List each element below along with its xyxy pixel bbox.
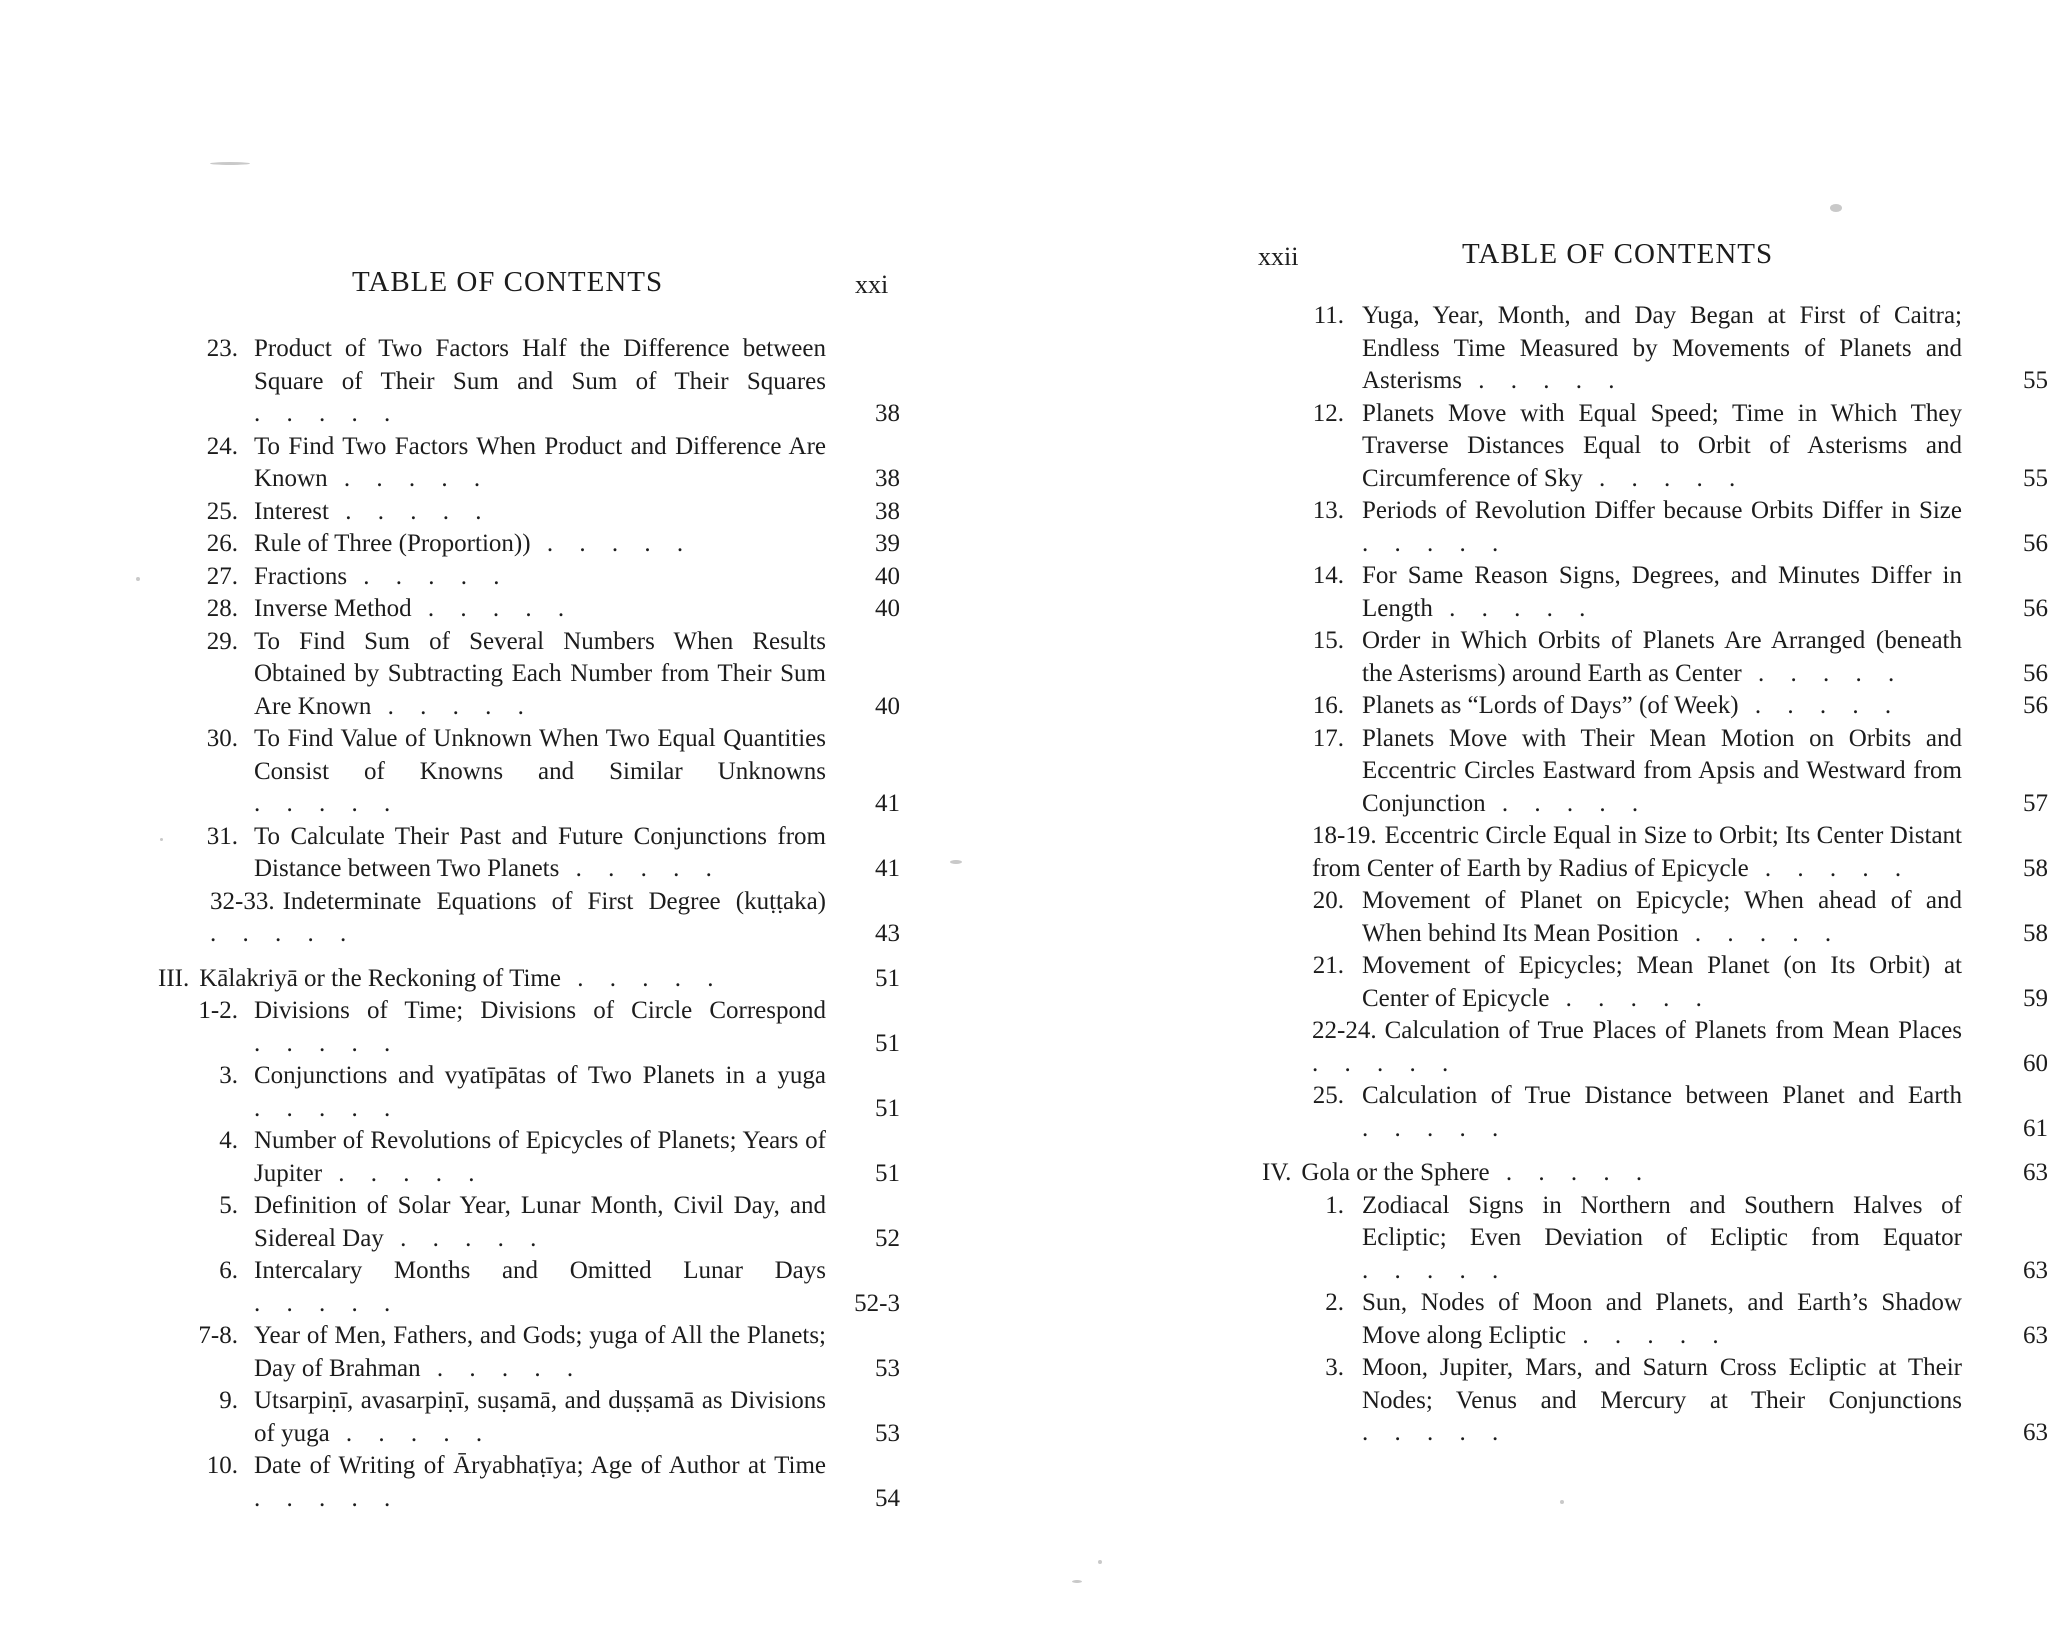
entry-page-number: 39	[875, 530, 900, 557]
entry-title	[254, 1320, 826, 1385]
entry-number: III.	[158, 964, 190, 992]
dot-leader: . . . . .	[254, 1484, 401, 1512]
entry-number: 26.	[206, 530, 238, 557]
entry-number: IV.	[1262, 1159, 1292, 1186]
entry-page-number: 38	[875, 497, 900, 525]
entry-title-text: Sun, Nodes of Moon and Planets, and Earth’s Shadow Move along Ecliptic	[1362, 1289, 1962, 1349]
entry-title	[1262, 1157, 1962, 1190]
entry-title	[1362, 398, 1962, 496]
entry-number: 24.	[206, 432, 238, 460]
entry-page-number: 54	[875, 1484, 900, 1512]
entry-page-number: 56	[2023, 594, 2048, 622]
running-title-text: TABLE OF CONTENTS	[1462, 238, 1774, 270]
entry-title-text: Yuga, Year, Month, and Day Began at First of Caitra; Endless Time Measured by Movements of Planets and Asterisms	[1362, 302, 1962, 394]
entry-page-number: 52-3	[854, 1289, 900, 1317]
entry-page-number: 41	[875, 855, 900, 882]
entry-title-text: Utsarpiṇī, avasarpiṇī, suṣamā, and duṣṣamā as Divisions of yuga	[254, 1387, 826, 1447]
entry-number: 3.	[1325, 1354, 1344, 1381]
entry-title-text: Inverse Method	[254, 595, 412, 622]
toc-entry	[210, 1125, 900, 1190]
entry-title-text: Rule of Three (Proportion))	[254, 530, 531, 557]
dot-leader: . . . . .	[1678, 919, 1842, 947]
entry-title-text: To Find Value of Unknown When Two Equal Quantities Consist of Knowns and Similar Unknowns	[254, 725, 826, 785]
toc-list	[1262, 300, 2048, 1450]
dot-leader: . . . . .	[1312, 1049, 1459, 1077]
toc-entry	[206, 528, 900, 561]
dot-leader: . . . . .	[322, 1159, 485, 1187]
toc-chapter-entry	[1262, 1157, 2048, 1190]
entry-page-number: 40	[875, 692, 900, 720]
entry-title	[1362, 950, 1962, 1015]
entry-title-text: Calculation of True Distance between Planet and Earth	[1362, 1082, 1962, 1109]
dot-leader: . . . . .	[254, 1029, 401, 1057]
entry-number: 3.	[219, 1062, 238, 1089]
running-title	[1462, 238, 1773, 271]
entry-title-text: Intercalary Months and Omitted Lunar Days	[254, 1257, 826, 1284]
entry-page-number: 63	[2023, 1419, 2048, 1446]
entry-title-text: Conjunctions and vyatīpātas of Two Planets in a yuga	[254, 1062, 826, 1089]
entry-page-number: 51	[875, 1029, 900, 1057]
dot-leader: . . . . .	[383, 1224, 547, 1252]
entry-title	[254, 496, 826, 529]
entry-page-number: 43	[875, 920, 900, 947]
dot-leader: . . . . .	[1582, 464, 1746, 492]
dot-leader: . . . . .	[559, 855, 722, 882]
entry-page-number: 63	[2023, 1321, 2048, 1349]
entry-number: 23.	[206, 335, 238, 362]
entry-title	[1362, 690, 1962, 723]
toc-entry	[1312, 820, 2048, 885]
dot-leader: . . . . .	[1566, 1321, 1729, 1349]
entry-number: 17.	[1312, 724, 1344, 752]
entry-title-text: Date of Writing of Āryabhaṭīya; Age of Author at Time	[254, 1452, 826, 1479]
toc-entry	[206, 1450, 900, 1515]
toc-entry	[210, 1385, 900, 1450]
entry-title-text: Zodiacal Signs in Northern and Southern Halves of Ecliptic; Even Deviation of Ecliptic from Equator	[1362, 1191, 1962, 1251]
entry-number: 1-2.	[198, 997, 238, 1024]
entry-page-number: 55	[2023, 464, 2048, 492]
entry-page-number: 38	[875, 400, 900, 427]
entry-page-number: 58	[2023, 919, 2048, 947]
right-page	[1240, 0, 2048, 1648]
entry-page-number: 55	[2023, 367, 2048, 394]
dot-leader: . . . . .	[254, 1289, 401, 1317]
toc-entry	[1312, 1015, 2048, 1080]
entry-title-text: Number of Revolutions of Epicycles of Planets; Years of Jupiter	[254, 1127, 826, 1187]
entry-number: 10.	[206, 1452, 238, 1479]
dot-leader: . . . . .	[1362, 1114, 1509, 1142]
entry-title	[1362, 1352, 1962, 1450]
entry-number: 18-19.	[1312, 822, 1377, 849]
toc-entry	[210, 1255, 900, 1320]
scan-speck	[1560, 1500, 1564, 1504]
entry-page-number: 53	[875, 1419, 900, 1447]
entry-title	[254, 821, 826, 886]
entry-number: 11.	[1313, 302, 1344, 329]
page-number: xxii	[1258, 242, 1299, 271]
page-number: xxi	[855, 270, 889, 299]
entry-number: 27.	[206, 562, 238, 590]
entry-page-number: 51	[875, 1159, 900, 1187]
toc-entry	[1312, 398, 2048, 496]
dot-leader: . . . . .	[1462, 367, 1625, 394]
scan-speck	[1830, 204, 1842, 212]
dot-leader: . . . . .	[1432, 594, 1596, 622]
toc-entry	[210, 886, 900, 951]
entry-number: 12.	[1312, 399, 1344, 427]
entry-title	[1362, 625, 1962, 690]
running-title-text: TABLE OF CONTENTS	[352, 266, 664, 298]
entry-title-text: Movement of Epicycles; Mean Planet (on Its Orbit) at Center of Epicycle	[1362, 952, 1962, 1012]
entry-title	[254, 626, 826, 724]
entry-number: 15.	[1312, 627, 1344, 654]
entry-number: 22-24.	[1312, 1017, 1377, 1044]
entry-title	[254, 333, 826, 431]
entry-number: 4.	[219, 1127, 238, 1154]
entry-title-text: Planets as “Lords of Days” (of Week)	[1362, 692, 1739, 719]
entry-title	[254, 1450, 826, 1515]
entry-title	[254, 1060, 826, 1125]
entry-number: 20.	[1312, 887, 1344, 914]
dot-leader: . . . . .	[1489, 1159, 1653, 1186]
entry-page-number: 56	[2023, 529, 2048, 557]
toc-entry	[198, 995, 900, 1060]
entry-title-text: Planets Move with Their Mean Motion on Orbits and Eccentric Circles Eastward from Apsis and Westward from Conjunction	[1362, 724, 1962, 817]
dot-leader: . . . . .	[560, 964, 724, 992]
entry-title	[1362, 1080, 1962, 1145]
dot-leader: . . . . .	[1738, 692, 1902, 719]
entry-number: 25.	[206, 497, 238, 525]
dot-leader: . . . . .	[328, 497, 492, 525]
entry-title	[254, 1385, 826, 1450]
entry-page-number: 40	[875, 562, 900, 590]
entry-title	[1312, 820, 1962, 885]
entry-page-number: 56	[2023, 692, 2048, 719]
entry-title-text: To Find Sum of Several Numbers When Results Obtained by Subtracting Each Number from Their Sum Are Known	[254, 627, 826, 720]
entry-title	[254, 723, 826, 821]
entry-page-number: 63	[2023, 1159, 2048, 1186]
entry-title-text: Periods of Revolution Differ because Orbits Differ in Size	[1362, 497, 1962, 524]
entry-title	[254, 995, 826, 1060]
toc-chapter-entry	[158, 963, 900, 996]
entry-title-text: Divisions of Time; Divisions of Circle Correspond	[254, 997, 826, 1024]
entry-page-number: 59	[2023, 984, 2048, 1012]
entry-page-number: 38	[875, 465, 900, 492]
scan-speck	[136, 577, 140, 581]
entry-page-number: 63	[2023, 1256, 2048, 1284]
entry-page-number: 53	[875, 1354, 900, 1382]
entry-title-text: Order in Which Orbits of Planets Are Arranged (beneath the Asterisms) around Earth as Center	[1362, 627, 1962, 687]
entry-title	[1362, 1190, 1962, 1288]
dot-leader: . . . . .	[1741, 659, 1905, 687]
dot-leader: . . . . .	[254, 400, 401, 427]
entry-title-text: Eccentric Circle Equal in Size to Orbit; Its Center Distant from Center of Earth by Radius of Epicycle	[1312, 822, 1962, 882]
entry-title	[254, 1255, 826, 1320]
dot-leader: . . . . .	[530, 530, 694, 557]
left-page	[0, 0, 1020, 1648]
entry-page-number: 41	[875, 790, 900, 817]
entry-number: 21.	[1312, 952, 1344, 979]
entry-page-number: 61	[2023, 1114, 2048, 1142]
entry-title	[1362, 560, 1962, 625]
dot-leader: . . . . .	[1485, 789, 1649, 817]
dot-leader: . . . . .	[1549, 984, 1712, 1012]
entry-title-text: For Same Reason Signs, Degrees, and Minutes Differ in Length	[1362, 562, 1962, 622]
scan-speck	[210, 162, 250, 165]
entry-number: 7-8.	[198, 1322, 238, 1349]
entry-title	[254, 593, 826, 626]
toc-entry	[206, 593, 900, 626]
entry-title	[1362, 495, 1962, 560]
entry-title-text: Fractions	[254, 562, 348, 590]
entry-title-text: Moon, Jupiter, Mars, and Saturn Cross Ecliptic at Their Nodes; Venus and Mercury at Their Conjunctions	[1362, 1354, 1962, 1414]
toc-entry	[1312, 625, 2048, 690]
entry-title	[1362, 1287, 1962, 1352]
entry-title	[254, 431, 826, 496]
toc-entry	[1312, 300, 2048, 398]
toc-entry	[206, 626, 900, 724]
entry-number: 6.	[219, 1257, 238, 1284]
entry-title	[254, 1190, 826, 1255]
entry-title	[254, 1125, 826, 1190]
entry-title-text: Calculation of True Places of Planets from Mean Places	[1384, 1017, 1962, 1044]
dot-leader: . . . . .	[327, 465, 491, 492]
toc-entry	[1312, 1190, 2048, 1288]
entry-title	[1362, 885, 1962, 950]
toc-entry	[1312, 495, 2048, 560]
entry-title-text: Planets Move with Equal Speed; Time in Which They Traverse Distances Equal to Orbit of Asterisms and Circumference of Sky	[1362, 399, 1962, 492]
entry-number: 13.	[1312, 497, 1344, 524]
toc-entry	[206, 723, 900, 821]
entry-page-number: 57	[2023, 789, 2048, 817]
entry-number: 28.	[206, 595, 238, 622]
dot-leader: . . . . .	[420, 1354, 584, 1382]
dot-leader: . . . . .	[1362, 1419, 1509, 1446]
entry-title-text: To Calculate Their Past and Future Conjunctions from Distance between Two Planets	[254, 822, 826, 882]
toc-entry	[210, 1060, 900, 1125]
toc-entry	[1312, 690, 2048, 723]
entry-number: 2.	[1325, 1289, 1344, 1316]
entry-page-number: 60	[2023, 1049, 2048, 1077]
toc-entry	[206, 496, 900, 529]
toc-entry	[1312, 885, 2048, 950]
toc-list	[158, 333, 900, 1515]
entry-title-text: To Find Two Factors When Product and Difference Are Known	[254, 432, 826, 492]
entry-title	[254, 528, 826, 561]
scan-speck	[1098, 1560, 1102, 1564]
entry-number: 32-33.	[210, 887, 275, 915]
entry-number: 9.	[219, 1387, 238, 1414]
entry-title-text: Definition of Solar Year, Lunar Month, Civil Day, and Sidereal Day	[254, 1192, 826, 1252]
entry-title-text: Gola or the Sphere	[1301, 1159, 1490, 1186]
toc-entry	[206, 561, 900, 594]
dot-leader: . . . . .	[1748, 854, 1912, 882]
dot-leader: . . . . .	[371, 692, 534, 720]
scan-speck	[1072, 1580, 1082, 1583]
toc-entry	[1312, 723, 2048, 821]
dot-leader: . . . . .	[329, 1419, 493, 1447]
entry-title-text: Kālakriyā or the Reckoning of Time	[199, 964, 561, 992]
toc-entry	[1312, 1352, 2048, 1450]
entry-title	[1362, 300, 1962, 398]
toc-entry	[1312, 560, 2048, 625]
toc-entry	[210, 1190, 900, 1255]
dot-leader: . . . . .	[254, 1094, 401, 1122]
entry-page-number: 56	[2023, 659, 2048, 687]
dot-leader: . . . . .	[347, 562, 510, 590]
entry-title	[210, 886, 826, 951]
toc-entry	[206, 431, 900, 496]
entry-title-text: Product of Two Factors Half the Difference between Square of Their Sum and Sum of Their Squares	[254, 335, 826, 395]
entry-title	[1312, 1015, 1962, 1080]
entry-title	[158, 963, 826, 996]
entry-page-number: 51	[875, 964, 900, 992]
entry-title-text: Year of Men, Fathers, and Gods; yuga of All the Planets; Day of Brahman	[254, 1322, 826, 1382]
dot-leader: . . . . .	[1362, 1256, 1509, 1284]
toc-entry	[1312, 1287, 2048, 1352]
toc-entry	[198, 1320, 900, 1385]
entry-page-number: 40	[875, 595, 900, 622]
running-title	[352, 266, 663, 299]
entry-page-number: 58	[2023, 854, 2048, 882]
entry-title-text: Interest	[254, 497, 329, 525]
scan-speck	[950, 860, 962, 864]
toc-entry	[206, 333, 900, 431]
entry-page-number: 51	[875, 1094, 900, 1122]
dot-leader: . . . . .	[411, 595, 575, 622]
entry-number: 14.	[1312, 562, 1344, 589]
scan-speck	[160, 838, 163, 841]
entry-number: 30.	[206, 725, 238, 752]
toc-entry	[1312, 950, 2048, 1015]
entry-number: 29.	[206, 627, 238, 655]
entry-number: 31.	[206, 822, 238, 850]
entry-title	[254, 561, 826, 594]
entry-number: 16.	[1312, 692, 1344, 719]
entry-number: 25.	[1312, 1082, 1344, 1109]
dot-leader: . . . . .	[254, 790, 401, 817]
entry-title	[1362, 723, 1962, 821]
toc-entry	[1312, 1080, 2048, 1145]
entry-number: 1.	[1325, 1191, 1344, 1219]
entry-number: 5.	[219, 1192, 238, 1219]
entry-page-number: 52	[875, 1224, 900, 1252]
dot-leader: . . . . .	[210, 920, 357, 947]
dot-leader: . . . . .	[1362, 529, 1509, 557]
entry-title-text: Indeterminate Equations of First Degree (kuṭṭaka)	[282, 887, 826, 915]
entry-title-text: Movement of Planet on Epicycle; When ahead of and When behind Its Mean Position	[1362, 887, 1962, 947]
toc-entry	[206, 821, 900, 886]
